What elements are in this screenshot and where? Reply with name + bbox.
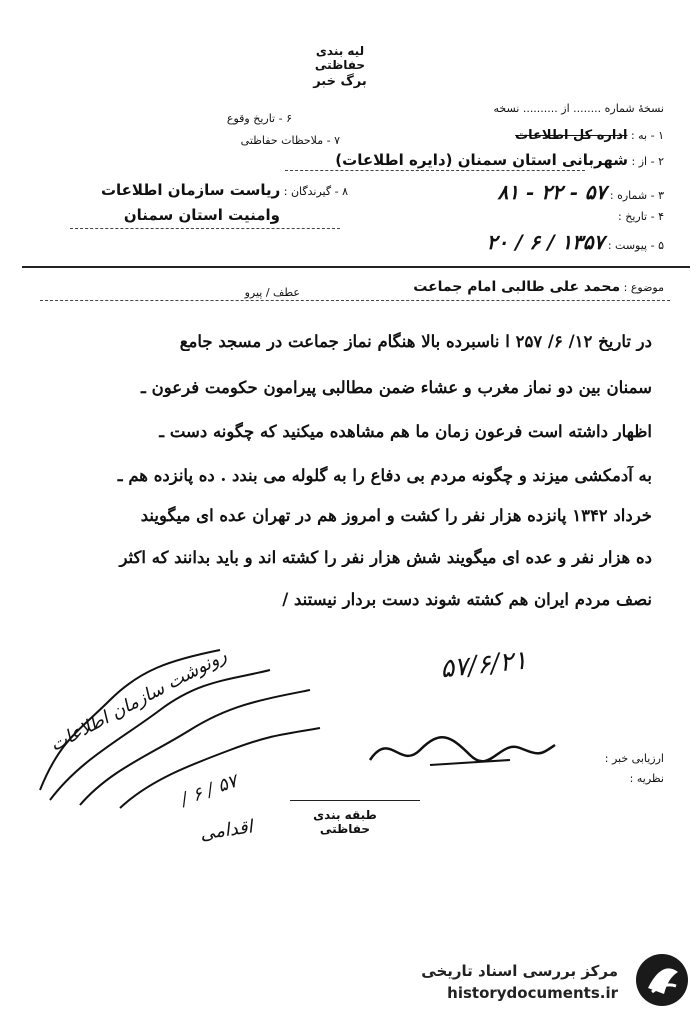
body-line-2: سمنان بین دو نماز مغرب و عشاء ضمن مطالبی پیرامون حکومت فرعون ـ <box>141 378 652 397</box>
handwritten-scribbles <box>20 640 340 810</box>
field-date-label: ۴ - تاریخ : <box>618 210 664 223</box>
subject-label: موضوع : <box>620 281 664 294</box>
evaluation-label: ارزیابی خبر : <box>604 752 664 765</box>
field-attachment-label: ۵ - پیوست : <box>604 239 664 252</box>
dash-line-from <box>285 170 585 171</box>
watermark-site: historydocuments.ir <box>447 984 618 1002</box>
field-to-label: ۱ - به : <box>627 129 664 142</box>
field-recipients-value-1: ریاست سازمان اطلاعات <box>100 181 281 199</box>
field-number <box>497 180 664 204</box>
field-to-value: اداره کل اطلاعات <box>515 128 628 143</box>
handwritten-date: ۵۷/۶/۲۱ <box>438 645 529 685</box>
field-recipients-value-2: وامنیت استان سمنان <box>123 206 280 224</box>
field-occurrence-date: ۶ - تاریخ وقوع <box>226 112 292 125</box>
margin-note-1: رونوشت سازمان اطلاعات <box>46 645 231 756</box>
classification-top: لیه بندی حفاظتی <box>314 44 366 72</box>
field-recipients-label: ۸ - گیرندگان : <box>280 185 348 198</box>
document-title: برگ خبر <box>313 74 367 89</box>
field-number-label: ۳ - شماره : <box>606 189 664 202</box>
header-divider <box>22 266 690 268</box>
field-recipients <box>101 180 348 199</box>
field-attachment <box>487 230 664 254</box>
opinion-label: نظریه : <box>629 772 664 785</box>
subject-value: محمد علی طالبی امام جماعت <box>413 279 621 295</box>
watermark-name: مرکز بررسی اسناد تاریخی <box>421 962 618 980</box>
dash-line-recipients <box>70 228 340 229</box>
body-line-5: خرداد ۱۳۴۲ پانزده هزار نفر را کشت و امروز هم در تهران عده ای میگویند <box>140 506 652 525</box>
footer-divider <box>290 800 420 801</box>
dash-line-subject <box>40 300 670 301</box>
body-line-1: در تاریخ ۱۲/ ۶/ ۲۵۷ ا ناسبرده بالا هنگام نماز جماعت در مسجد جامع <box>179 332 652 351</box>
field-date-value: ۱۳۵۷ / ۶ / ۲۰ <box>486 230 605 254</box>
field-from-label: ۲ - از : <box>628 155 664 168</box>
body-line-7: نصف مردم ایران هم کشته شوند دست بردار نیستند / <box>282 590 652 609</box>
subject-row <box>413 276 664 295</box>
field-from-value: شهربانی استان سمنان (دایره اطلاعات) <box>335 151 629 169</box>
body-line-3: اظهار داشته است فرعون زمان ما هم مشاهده میکنید که چگونه دست ـ <box>159 422 652 441</box>
body-line-4: به آدمکشی میزند و چگونه مردم بی دفاع را به گلوله می بندد . ده پانزده هم ـ <box>117 466 652 485</box>
classification-bottom: طبقه بندی حفاظتی <box>313 808 377 836</box>
margin-note-3: اقدامی <box>198 816 254 845</box>
signature-icon <box>360 720 560 780</box>
field-number-value: ۵۷ - ۲۲ - ۸۱ <box>497 180 607 204</box>
copy-number-row: نسخهٔ شماره ........ از .......... نسخه <box>493 102 664 115</box>
body-line-6: ده هزار نفر و عده ای میگویند شش هزار نفر را کشته اند و باید بدانند که اکثر <box>119 548 652 567</box>
field-from <box>335 150 664 169</box>
margin-note-2: ۵۷ / ۶ / <box>178 770 241 811</box>
field-protective-notes: ۷ - ملاحظات حفاظتی <box>240 134 340 147</box>
reference-label: عطف / پیرو <box>244 286 300 299</box>
watermark-logo-icon <box>634 952 690 1008</box>
field-to <box>515 124 664 143</box>
